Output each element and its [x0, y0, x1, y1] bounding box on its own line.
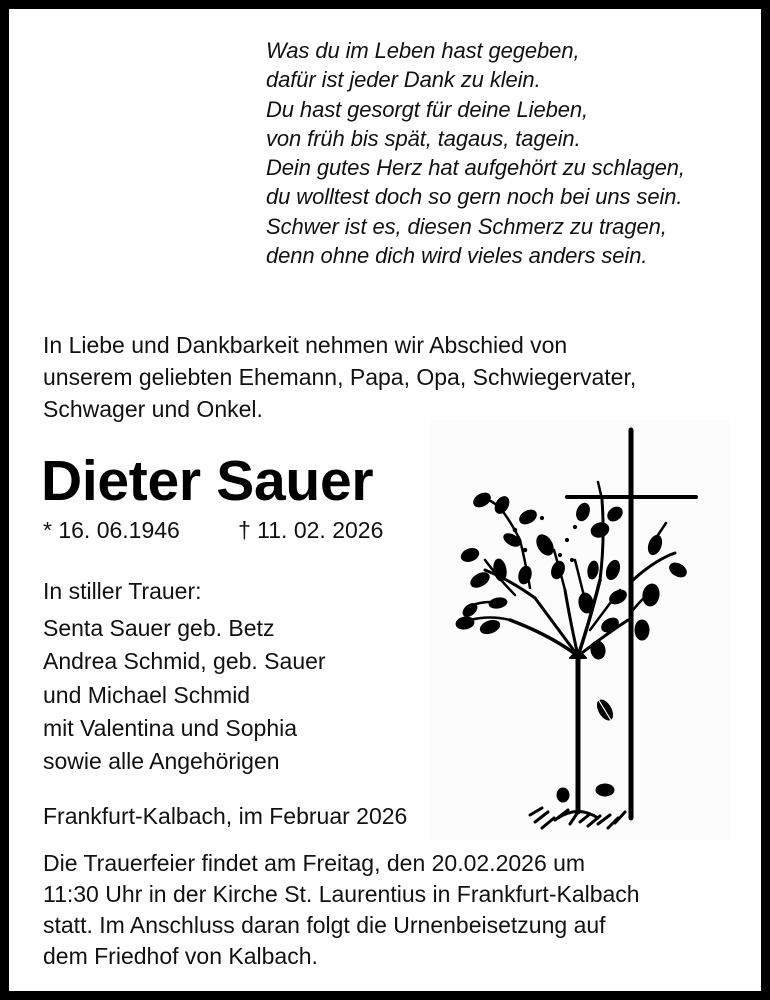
intro-line: Schwager und Onkel. — [43, 396, 263, 422]
poem-line: Was du im Leben hast gegeben, — [266, 38, 580, 63]
obituary-sheet — [9, 9, 761, 991]
service-line: dem Friedhof von Kalbach. — [43, 943, 318, 969]
mourner-line: sowie alle Angehörigen — [43, 748, 280, 775]
birth-date: * 16. 06.1946 — [43, 517, 180, 543]
mourner-line: und Michael Schmid — [43, 681, 251, 708]
mourners-label: In stiller Trauer: — [43, 578, 202, 604]
service-info — [43, 848, 640, 972]
poem-line: du wolltest doch so gern noch bei uns sein. — [266, 184, 683, 210]
tree-and-cross-illustration — [430, 420, 730, 840]
poem — [266, 36, 685, 270]
mourners-list — [43, 612, 326, 778]
tree-cross-icon — [430, 420, 730, 840]
intro-line: unserem geliebten Ehemann, Papa, Opa, Schwiegervater, — [43, 364, 637, 390]
mourner-line: Senta Sauer geb. Betz — [43, 615, 275, 641]
poem-line: denn ohne dich wird vieles anders sein. — [266, 243, 648, 269]
place-and-date: Frankfurt-Kalbach, im Februar 2026 — [43, 803, 408, 829]
mourner-line: Andrea Schmid, geb. Sauer — [43, 648, 326, 675]
deceased-name: Dieter Sauer — [41, 449, 374, 513]
poem-line: von früh bis spät, tagaus, tagein. — [266, 125, 581, 151]
service-line: 11:30 Uhr in der Kirche St. Laurentius in Frankfurt-Kalbach — [43, 881, 640, 907]
mourner-line: mit Valentina und Sophia — [43, 714, 298, 741]
poem-line: Du hast gesorgt für deine Lieben, — [266, 96, 589, 122]
poem-line: dafür ist jeder Dank zu klein. — [266, 67, 541, 93]
service-line: Die Trauerfeier findet am Freitag, den 20.02.2026 um — [43, 850, 586, 876]
poem-line: Dein gutes Herz hat aufgehört zu schlagen, — [266, 155, 685, 181]
service-line: statt. Im Anschluss daran folgt die Urnenbeisetzung auf — [43, 912, 606, 938]
death-date: † 11. 02. 2026 — [238, 517, 384, 543]
intro-text — [43, 329, 636, 425]
poem-line: Schwer ist es, diesen Schmerz zu tragen, — [266, 213, 667, 239]
intro-line: In Liebe und Dankbarkeit nehmen wir Abschied von — [43, 332, 568, 358]
